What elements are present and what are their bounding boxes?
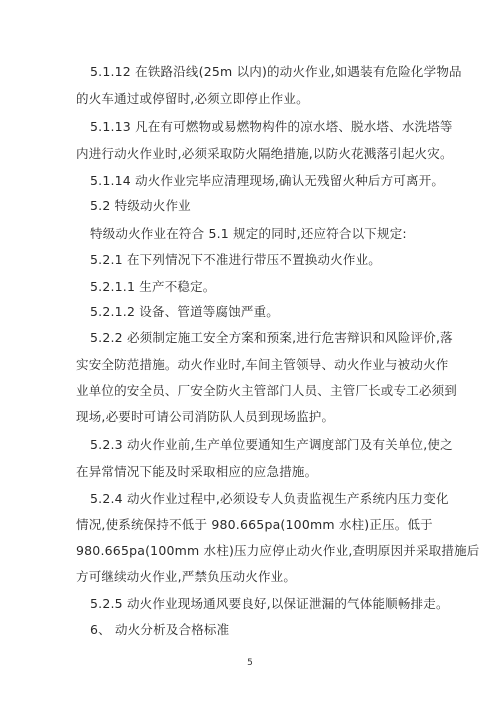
text-line: 5.2.1 在下列情况下不准进行带压不置换动火作业。 — [90, 252, 381, 267]
text-line: 现场,必要时可请公司消防队人员到现场监护。 — [76, 409, 335, 424]
text-line: 5.1.12 在铁路沿线(25m 以内)的动火作业,如遇装有危险化学物品 — [90, 64, 462, 79]
section-heading: 5.2 特级动火作业 — [90, 198, 191, 213]
text-line: 980.665pa(100mm 水柱)压力应停止动火作业,查明原因并采取措施后 — [76, 543, 480, 558]
text-line: 5.2.5 动火作业现场通风要良好,以保证泄漏的气体能顺畅排走。 — [90, 596, 449, 611]
text-line: 5.1.13 凡在有可燃物或易燃物构件的凉水塔、脱水塔、水洗塔等 — [90, 119, 453, 134]
text-line: 5.1.14 动火作业完毕应清理现场,确认无残留火种后方可离开。 — [90, 173, 445, 188]
text-line: 实安全防范措施。动火作业时,车间主管领导、动火作业与被动火作 — [76, 357, 449, 372]
section-heading: 6、 动火分析及合格标准 — [90, 622, 230, 637]
text-line: 的火车通过或停留时,必须立即停止作业。 — [76, 91, 309, 106]
text-line: 内进行动火作业时,必须采取防火隔绝措施,以防火花溅落引起火灾。 — [76, 146, 453, 161]
text-line: 情况,使系统保持不低于 980.665pa(100mm 水柱)正压。低于 — [76, 517, 433, 532]
text-line: 在异常情况下能及时采取相应的应急措施。 — [76, 464, 318, 479]
text-line: 方可继续动火作业,严禁负压动火作业。 — [76, 569, 297, 584]
text-line: 5.2.1.2 设备、管道等腐蚀严重。 — [90, 304, 280, 319]
page-number: 5 — [247, 658, 253, 668]
text-line: 业单位的安全员、厂安全防火主管部门人员、主管厂长或专工必须到 — [76, 383, 458, 398]
text-line: 5.2.3 动火作业前,生产单位要通知生产调度部门及有关单位,使之 — [90, 437, 453, 452]
text-line: 5.2.1.1 生产不稳定。 — [90, 279, 216, 294]
text-line: 5.2.2 必须制定施工安全方案和预案,进行危害辩识和风险评价,落 — [90, 330, 453, 345]
text-line: 特级动火作业在符合 5.1 规定的同时,还应符合以下规定: — [90, 226, 407, 241]
text-line: 5.2.4 动火作业过程中,必须设专人负责监视生产系统内压力变化 — [90, 491, 449, 506]
